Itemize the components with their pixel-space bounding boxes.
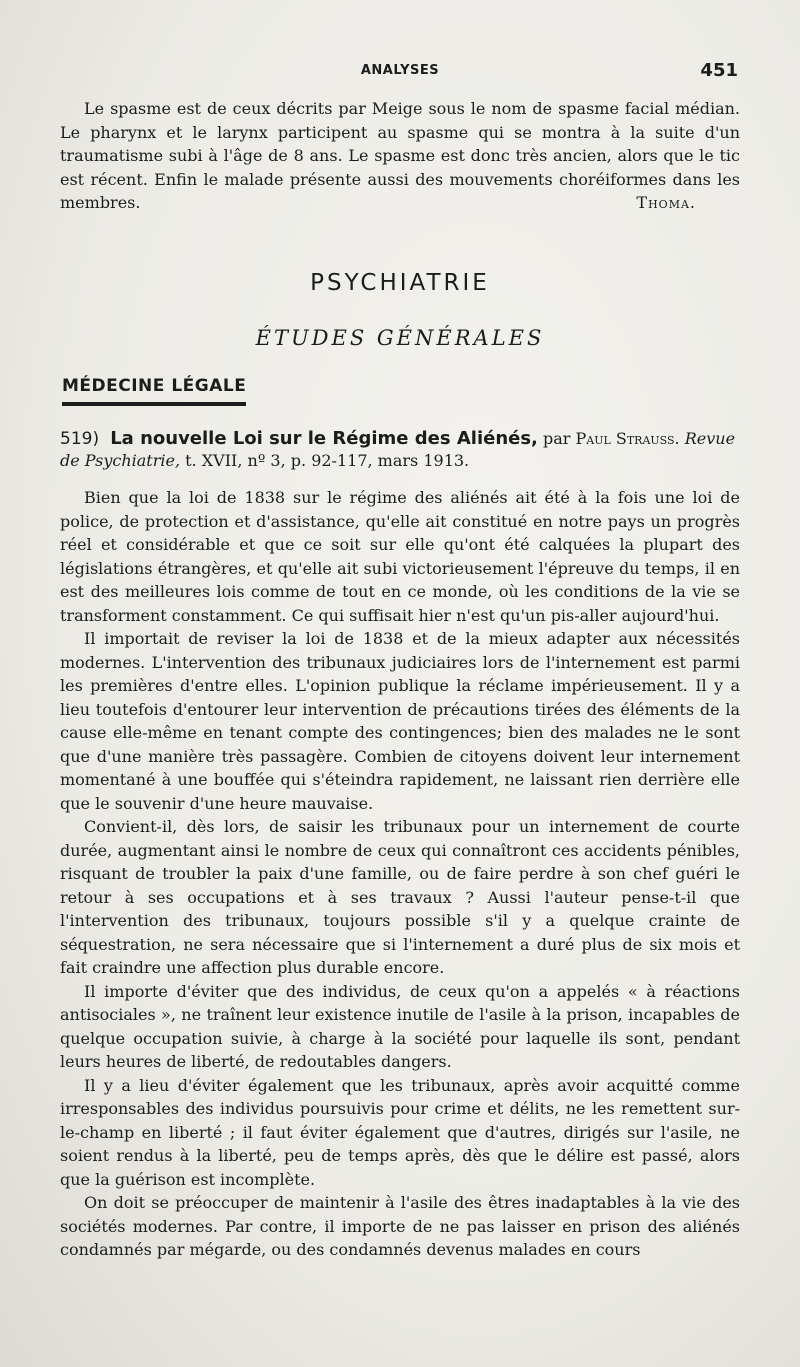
- entry-paragraph: Il importe d'éviter que des individus, de ceux qu'on a appelés « à réactions antisociales », ne traînent leur existence inutile de l'asile à la prison, incapables de quelque occupation suivie, à charge à la société pour laquelle ils sont, pendant leurs heures de liberté, de redoutables dangers.: [60, 981, 740, 1071]
- entry-body: [60, 486, 740, 1262]
- section-title: PSYCHIATRIE: [310, 270, 490, 296]
- signature: Thoma.: [636, 193, 696, 212]
- entry-author: Paul Strauss.: [575, 429, 680, 448]
- entry-paragraph: On doit se préoccuper de maintenir à l'asile des êtres inadaptables à la vie des sociétés modernes. Par contre, il importe de ne pas laisser en prison des aliénés condamnés par mégarde, ou des condamnés devenus malades en cours: [60, 1193, 740, 1259]
- rubric-heading: MÉDECINE LÉGALE: [62, 376, 246, 406]
- entry-paragraph: Convient-il, dès lors, de saisir les tribunaux pour un internement de courte durée, augmentant ainsi le nombre de ceux qui connaîtront ces accidents pénibles, risquant de troubler la paix d'une famille, ou de faire perdre à son chef guéri le retour à ses occupations et à ses travaux ? Aussi l'auteur pense-t-il que l'intervention des tribunaux, toujours possible s'il y a quelque crainte de séquestration, ne sera nécessaire que si l'internement a duré plus de six mois et fait craindre une affection plus durable encore.: [60, 817, 740, 977]
- running-title: ANALYSES: [360, 63, 440, 78]
- entry-heading: [60, 428, 740, 472]
- entry-by: par: [542, 429, 571, 448]
- intro-text: Le spasme est de ceux décrits par Meige sous le nom de spasme facial médian. Le pharynx et le larynx participent au spasme qui se montra à la suite d'un traumatisme subi à l'âge de 8 ans. Le spasme est donc très ancien, alors que le tic est récent. Enfin le malade présente aussi des mouvements choréiformes dans les membres.: [60, 99, 740, 212]
- intro-block: [60, 97, 740, 215]
- entry-reference: t. XVII, nº 3, p. 92-117, mars 1913.: [185, 451, 470, 470]
- entry-paragraph: Il importait de reviser la loi de 1838 et de la mieux adapter aux nécessités modernes. L'intervention des tribunaux judiciaires lors de l'internement est parmi les premières d'entre elles. L'opinion publique la réclame impérieusement. Il y a lieu toutefois d'entourer leur intervention de précautions tirées des éléments de la cause elle-même en tenant compte des contingences; bien des malades ne le sont que d'une manière très passagère. Combien de citoyens doivent leur internement momentané à une bouffée qui s'éteindra rapidement, ne laissant rien derrière elle que le souvenir d'une heure mauvaise.: [60, 629, 740, 813]
- intro-paragraph: [60, 97, 740, 215]
- entry-paragraph: Bien que la loi de 1838 sur le régime des aliénés ait été à la fois une loi de police, de protection et d'assistance, qu'elle ait constitué en notre pays un progrès réel et considérable et que ce soit sur elle qu'ont été calquées la plupart des législations étrangères, et qu'elle ait subi victorieusement l'épreuve du temps, il en est des meilleures lois comme de tout en ce monde, où les conditions de la vie se transforment constamment. Ce qui suffisait hier n'est qu'un pis-aller aujourd'hui.: [60, 488, 740, 625]
- entry-journal: Revue de Psychiatrie,: [60, 429, 736, 470]
- subsection-title: ÉTUDES GÉNÉRALES: [255, 326, 545, 350]
- entry-number: 519): [60, 429, 100, 449]
- page-header: [60, 60, 740, 84]
- entry-paragraph: Il y a lieu d'éviter également que les tribunaux, après avoir acquitté comme irresponsables des individus poursuivis pour crime et délits, ne les remettent sur-le-champ en liberté ; il faut éviter également que d'autres, dirigés sur l'asile, ne soient rendus à la liberté, peu de temps après, dès que le délire est passé, alors que la guérison est incomplète.: [60, 1075, 740, 1189]
- entry-title: La nouvelle Loi sur le Régime des Aliénés,: [110, 428, 538, 449]
- page-number: 451: [700, 60, 738, 81]
